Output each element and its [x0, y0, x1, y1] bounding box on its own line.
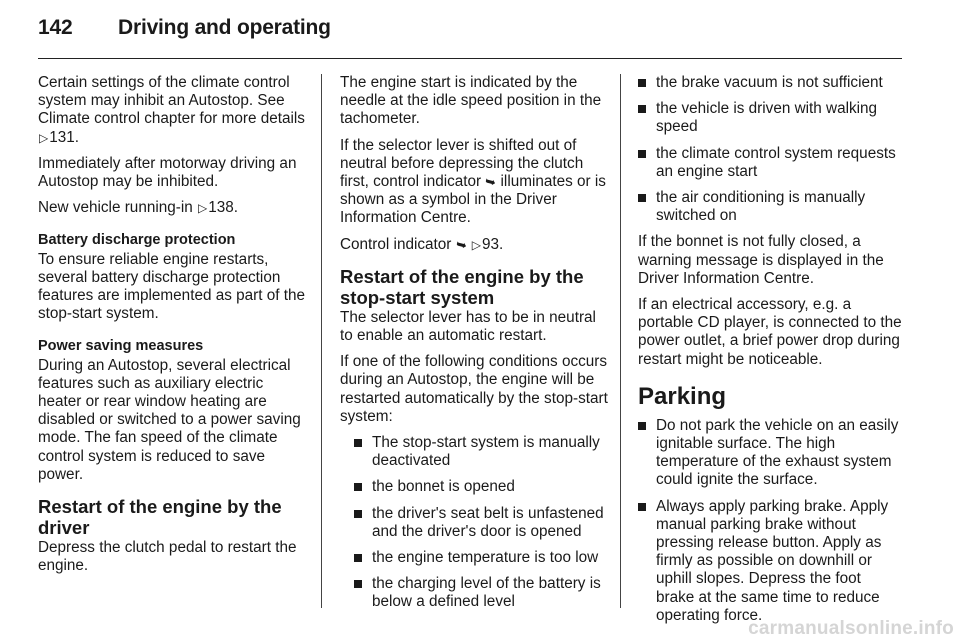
- paragraph: If an electrical accessory, e.g. a portable CD player, is connected to the power outlet, a brief power drop during restart might be noticeable.: [638, 296, 902, 368]
- paragraph: [340, 137, 610, 228]
- text: If the selector lever is shifted out of neutral before depressing the clutch first, control indicator: [340, 136, 584, 191]
- list-item: the climate control system requests an engine start: [638, 145, 902, 181]
- text: New vehicle running-in: [38, 199, 193, 217]
- page-reference-link[interactable]: 138.: [208, 199, 239, 217]
- paragraph: The engine start is indicated by the needle at the idle speed position in the tachometer.: [340, 74, 602, 128]
- header-rule: [38, 58, 902, 59]
- column-divider-1: [321, 74, 322, 608]
- bullet-icon: [638, 79, 646, 87]
- paragraph: Immediately after motorway driving an Autostop may be inhibited.: [38, 154, 297, 191]
- bullet-icon: [354, 510, 362, 518]
- paragraph: During an Autostop, several electrical features such as auxiliary electric heater or rear window heating are disabled or switched to a power saving mode. The fan speed of the climate control system is reduced to save power.: [38, 356, 301, 483]
- paragraph: Depress the clutch pedal to restart the engine.: [38, 539, 297, 575]
- paragraph: If one of the following conditions occurs during an Autostop, the engine will be restarted automatically by the stop-start system:: [340, 353, 608, 425]
- paragraph: [38, 74, 308, 147]
- bullet-icon: [354, 439, 362, 447]
- bullet-icon: [354, 554, 362, 562]
- paragraph: [340, 236, 610, 254]
- column-3: [638, 74, 902, 633]
- bullet-icon: [638, 194, 646, 202]
- restart-conditions-list: [340, 434, 610, 612]
- page-reference-link[interactable]: 131.: [49, 128, 80, 146]
- list-item: the vehicle is driven with walking speed: [638, 100, 902, 136]
- text: Certain settings of the climate control system may inhibit an Autostop. See Climate control chapter for more details: [38, 74, 305, 128]
- list-item: the charging level of the battery is below a defined level: [354, 575, 610, 611]
- page-title: Driving and operating: [118, 16, 331, 39]
- paragraph: If the bonnet is not fully closed, a warning message is displayed in the Driver Information Centre.: [638, 233, 884, 287]
- restart-conditions-list-continued: [638, 74, 902, 225]
- watermark: carmanualsonline.info: [748, 618, 954, 639]
- text: illuminates or is shown as a symbol in the Driver Information Centre.: [340, 173, 606, 227]
- bullet-icon: [638, 422, 646, 430]
- list-item: the bonnet is opened: [354, 478, 610, 496]
- page-reference-icon: ▷: [39, 130, 49, 145]
- column-1: [38, 74, 308, 583]
- text: Control indicator: [340, 235, 452, 253]
- paragraph: [38, 199, 308, 217]
- page-reference-icon: ▷: [198, 201, 208, 216]
- list-item: Do not park the vehicle on an easily ignitable surface. The high temperature of the exhaust system could ignite the surface.: [638, 417, 902, 490]
- page-header: [38, 16, 331, 40]
- list-item: Always apply parking brake. Apply manual parking brake without pressing release button. Apply as firmly as possible on downhill or uphill slopes. Depress the foot brake at the same time to reduce operating force.: [638, 498, 902, 625]
- heading-restart-driver: Restart of the engine by the driver: [38, 496, 282, 539]
- column-2: [340, 74, 610, 620]
- page-reference-link[interactable]: 93.: [482, 235, 504, 253]
- bullet-icon: [354, 580, 362, 588]
- column-divider-2: [620, 74, 621, 608]
- heading-parking: Parking: [638, 382, 727, 410]
- subheading-battery: Battery discharge protection: [38, 232, 236, 249]
- bullet-icon: [638, 105, 646, 113]
- page-number: 142: [38, 16, 73, 39]
- bullet-icon: [638, 150, 646, 158]
- list-item: the driver's seat belt is unfastened and the driver's door is opened: [354, 505, 610, 541]
- bullet-icon: [354, 483, 362, 491]
- heading-restart-system: Restart of the engine by the stop-start system: [340, 265, 584, 308]
- stop-start-indicator-icon: ➥: [454, 235, 469, 253]
- bullet-icon: [638, 503, 646, 511]
- list-item: the engine temperature is too low: [354, 549, 610, 567]
- list-item: the brake vacuum is not sufficient: [638, 74, 902, 92]
- parking-list: [638, 417, 902, 625]
- paragraph: To ensure reliable engine restarts, several battery discharge protection features are implemented as part of the stop-start system.: [38, 250, 305, 323]
- page-reference-icon: ▷: [471, 237, 482, 252]
- subheading-power: Power saving measures: [38, 338, 204, 355]
- list-item: The stop-start system is manually deactivated: [354, 434, 610, 470]
- paragraph: The selector lever has to be in neutral to enable an automatic restart.: [340, 308, 596, 345]
- stop-start-indicator-icon: ➥: [483, 172, 499, 191]
- list-item: the air conditioning is manually switched on: [638, 189, 902, 225]
